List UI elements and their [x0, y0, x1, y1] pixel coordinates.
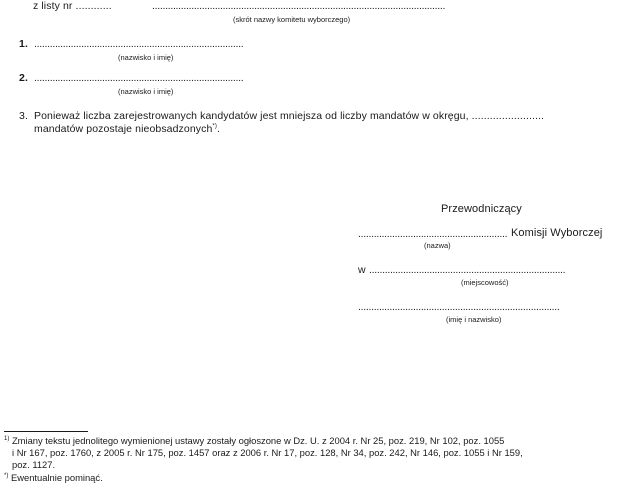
footnote-1-text: Zmiany tekstu jednolitego wymienionej ustawy zostały ogłoszone w Dz. U. z 2004 r. Nr 25, poz. 219, Nr 102, poz. 1055	[11, 435, 505, 446]
item-3-line-2-end: .	[216, 123, 220, 135]
person-name-caption: (imię i nazwisko)	[446, 315, 502, 324]
candidate-1-caption: (nazwisko i imię)	[118, 53, 174, 62]
item-3-line-2-text: mandatów pozostaje nieobsadzonych	[34, 123, 213, 135]
candidate-1-name-field[interactable]: ................................................................................	[34, 38, 244, 50]
candidate-2-name-field[interactable]: ................................................................................	[34, 72, 244, 84]
candidate-1-number: 1.	[19, 38, 28, 50]
footnote-1	[4, 435, 504, 447]
footnote-marker: *)	[212, 123, 217, 130]
list-number-field[interactable]: ............	[75, 0, 112, 12]
footnote-separator	[4, 431, 88, 432]
commission-label: Komisji Wyborczej	[511, 227, 603, 239]
commission-name-caption: (nazwa)	[424, 241, 451, 250]
list-number-label	[33, 0, 112, 12]
list-label: z listy nr	[33, 0, 73, 12]
footnote-1-cont-1: i Nr 167, poz. 1760, z 2005 r. Nr 175, poz. 1457 oraz z 2006 r. Nr 17, poz. 128, Nr 34, poz. 242, Nr 146, poz. 1055 i Nr 159,	[12, 447, 523, 458]
committee-caption: (skrót nazwy komitetu wyborczego)	[233, 15, 351, 24]
item-3-number: 3.	[19, 110, 28, 122]
place-caption: (miejscowość)	[461, 278, 509, 287]
person-name-field[interactable]: .............................................................................	[358, 301, 560, 313]
item-3-line-2	[34, 123, 220, 135]
item-3-line-1: Ponieważ liczba zarejestrowanych kandydatów jest mniejsza od liczby mandatów w okręgu, ........................	[34, 110, 545, 122]
commission-name-field[interactable]: .........................................................	[358, 228, 508, 240]
candidate-2-number: 2.	[19, 72, 28, 84]
place-prefix: w	[358, 264, 366, 276]
place-field[interactable]: ...........................................................................	[369, 264, 566, 276]
footnote-1-marker: 1)	[4, 435, 10, 442]
footnote-2-marker: *)	[4, 472, 9, 479]
footnote-2	[4, 472, 103, 484]
committee-name-field[interactable]: ................................................................................................................	[152, 0, 446, 12]
candidate-2-caption: (nazwisko i imię)	[118, 87, 174, 96]
footnote-2-text: Ewentualnie pominąć.	[10, 472, 103, 483]
footnote-1-cont-2: poz. 1127.	[12, 459, 56, 470]
chairman-title: Przewodniczący	[441, 203, 522, 215]
